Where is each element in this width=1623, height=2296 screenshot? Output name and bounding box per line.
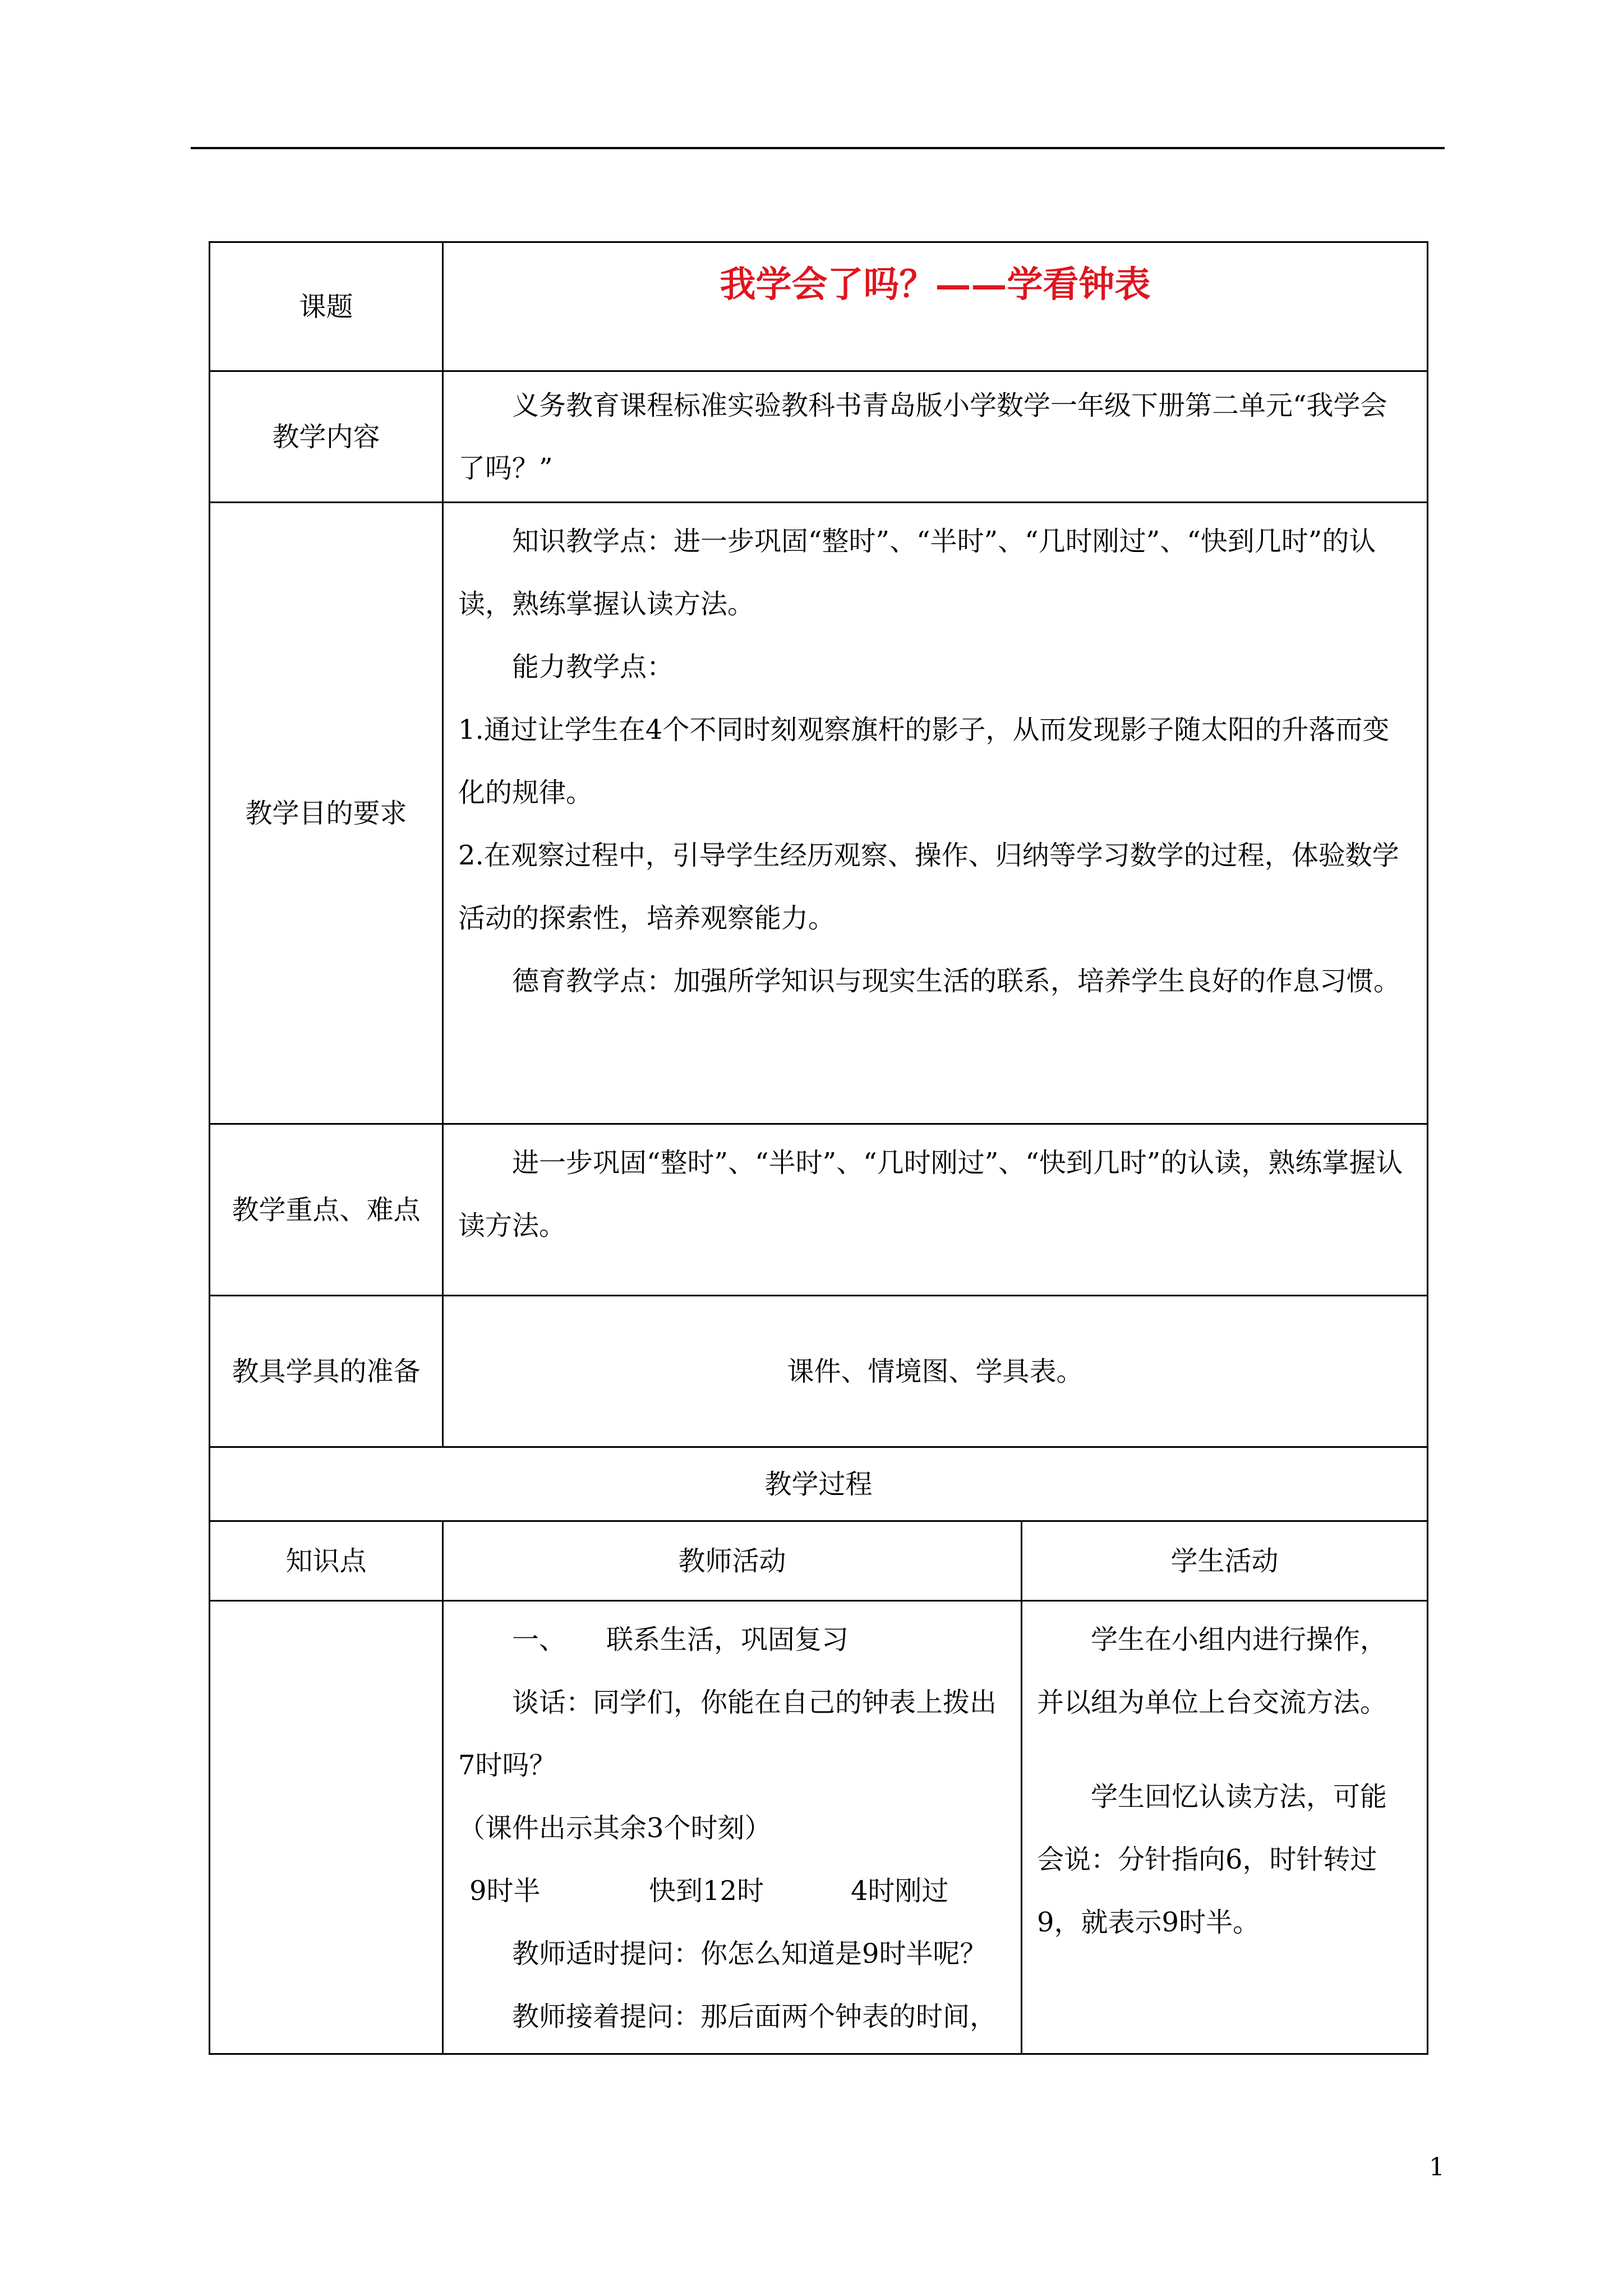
goal-ability-1: 1.通过让学生在4个不同时刻观察旗杆的影子，从而发现影子随太阳的升落而变化的规律。 — [458, 714, 1390, 808]
goal-ability-heading: 能力教学点： — [512, 651, 674, 683]
goals-label: 教学目的要求 — [210, 503, 443, 1124]
row-prep — [210, 1296, 1428, 1447]
content-label: 教学内容 — [210, 371, 443, 503]
title-cell — [443, 242, 1428, 371]
page-title: 我学会了吗？——学看钟表 — [720, 264, 1151, 306]
prep-text: 课件、情境图、学具表。 — [443, 1296, 1428, 1447]
teacher-section: 一、 联系生活，巩固复习 — [512, 1624, 849, 1655]
teacher-times — [458, 1860, 1006, 1922]
prep-label: 教具学具的准备 — [210, 1296, 443, 1447]
page-number: 1 — [1429, 2153, 1445, 2182]
key-label: 教学重点、难点 — [210, 1124, 443, 1296]
topic-label: 课题 — [210, 242, 443, 371]
header-rule — [191, 147, 1445, 149]
teacher-p2: （课件出示其余3个时刻） — [458, 1812, 772, 1844]
row-key-points — [210, 1124, 1428, 1296]
time-1: 9时半 — [469, 1875, 541, 1907]
row-goals — [210, 503, 1428, 1124]
col-teacher: 教师活动 — [443, 1521, 1022, 1601]
teacher-cell — [443, 1601, 1022, 2054]
teacher-p1: 谈话：同学们，你能在自己的钟表上拨出7时吗？ — [458, 1687, 997, 1781]
student-cell — [1022, 1601, 1428, 2054]
key-text: 进一步巩固“整时”、“半时”、“几时刚过”、“快到几时”的认读，熟练掌握认读方法。 — [458, 1147, 1403, 1241]
row-process — [210, 1447, 1428, 1521]
time-3: 4时刚过 — [851, 1875, 949, 1907]
content-text: 义务教育课程标准实验教科书青岛版小学数学一年级下册第二单元“我学会了吗？” — [458, 389, 1387, 484]
goal-moral: 德育教学点：加强所学知识与现实生活的联系，培养学生良好的作息习惯。 — [512, 965, 1401, 997]
col-student: 学生活动 — [1022, 1521, 1428, 1601]
process-label: 教学过程 — [210, 1447, 1428, 1521]
teacher-p4: 教师接着提问：那后面两个钟表的时间， — [512, 2001, 997, 2032]
student-p1: 学生在小组内进行操作，并以组为单位上台交流方法。 — [1037, 1624, 1387, 1718]
key-cell — [443, 1124, 1428, 1296]
student-p2: 学生回忆认读方法，可能会说：分针指向6，时针转过9，就表示9时半。 — [1037, 1781, 1387, 1938]
row-columns — [210, 1521, 1428, 1601]
goals-cell — [443, 503, 1428, 1124]
col-knowledge: 知识点 — [210, 1521, 443, 1601]
row-content — [210, 371, 1428, 503]
goal-ability-2: 2.在观察过程中，引导学生经历观察、操作、归纳等学习数学的过程，体验数学活动的探索性，培养观察能力。 — [458, 840, 1399, 934]
content-cell — [443, 371, 1428, 503]
time-2: 快到12时 — [649, 1875, 764, 1907]
teacher-p3: 教师适时提问：你怎么知道是9时半呢？ — [512, 1938, 987, 1970]
knowledge-cell — [210, 1601, 443, 2054]
row-topic — [210, 242, 1428, 371]
row-activities — [210, 1601, 1428, 2054]
goal-knowledge: 知识教学点：进一步巩固“整时”、“半时”、“几时刚过”、“快到几时”的认读，熟练掌握认读方法。 — [458, 526, 1376, 620]
lesson-plan-table — [209, 241, 1428, 2055]
